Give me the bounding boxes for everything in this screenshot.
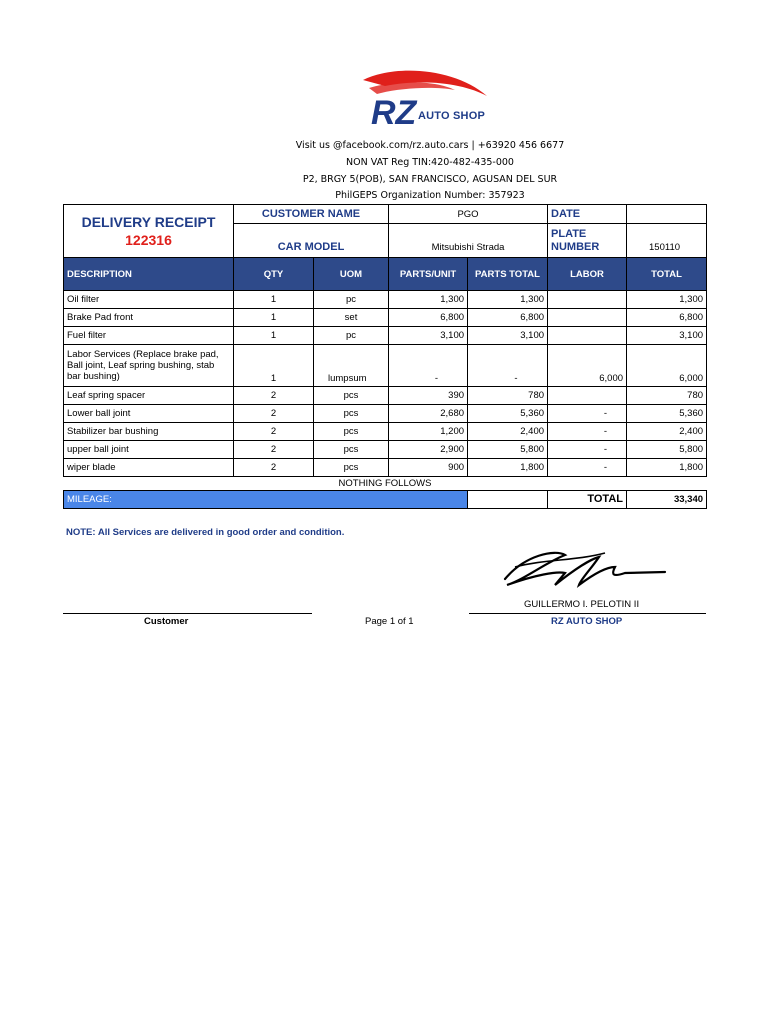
item-total: 6,000	[627, 345, 707, 387]
table-row	[64, 423, 707, 441]
table-row	[64, 291, 707, 309]
mileage-label: MILEAGE:	[64, 491, 468, 509]
tin-line: NON VAT Reg TIN:420-482-435-000	[346, 157, 514, 168]
item-parts-unit: 2,900	[389, 441, 468, 459]
item-parts-unit: 3,100	[389, 327, 468, 345]
item-description: Leaf spring spacer	[64, 387, 234, 405]
table-row	[64, 309, 707, 327]
item-parts-total: 1,800	[468, 459, 548, 477]
item-parts-unit: 900	[389, 459, 468, 477]
item-uom: set	[314, 309, 389, 327]
item-total: 6,800	[627, 309, 707, 327]
plate-label-line1: PLATE	[551, 227, 587, 240]
item-description: Stabilizer bar bushing	[64, 423, 234, 441]
item-uom: pcs	[314, 423, 389, 441]
plate-label-line2: NUMBER	[551, 240, 600, 253]
item-qty: 2	[234, 405, 314, 423]
item-description: Fuel filter	[64, 327, 234, 345]
item-parts-total: 1,300	[468, 291, 548, 309]
item-uom: pc	[314, 291, 389, 309]
item-total: 3,100	[627, 327, 707, 345]
signature-icon	[495, 545, 675, 593]
car-model-value: Mitsubishi Strada	[389, 224, 548, 258]
date-value	[627, 205, 707, 224]
item-qty: 2	[234, 387, 314, 405]
car-model-label: CAR MODEL	[234, 224, 389, 258]
customer-value: PGO	[389, 205, 548, 224]
col-description: DESCRIPTION	[64, 258, 234, 291]
item-parts-unit: -	[389, 345, 468, 387]
item-labor	[548, 387, 627, 405]
item-description: upper ball joint	[64, 441, 234, 459]
item-parts-unit: 390	[389, 387, 468, 405]
col-labor: LABOR	[548, 258, 627, 291]
item-labor: -	[548, 441, 627, 459]
item-qty: 2	[234, 423, 314, 441]
col-parts-unit: PARTS/UNIT	[389, 258, 468, 291]
item-qty: 1	[234, 291, 314, 309]
item-labor: -	[548, 423, 627, 441]
receipt-title: DELIVERY RECEIPT	[81, 214, 216, 230]
total-label: TOTAL	[548, 491, 627, 509]
signatory-name: GUILLERMO I. PELOTIN II	[524, 599, 640, 610]
item-qty: 1	[234, 309, 314, 327]
col-total: TOTAL	[627, 258, 707, 291]
item-labor	[548, 327, 627, 345]
plate-label	[548, 224, 627, 258]
nothing-follows-row	[64, 477, 707, 491]
item-parts-unit: 1,300	[389, 291, 468, 309]
brand-name: AUTO SHOP	[418, 110, 485, 122]
item-total: 1,800	[627, 459, 707, 477]
item-parts-total: 2,400	[468, 423, 548, 441]
table-header-row	[64, 258, 707, 291]
receipt-title-cell	[64, 205, 234, 258]
grand-total: 33,340	[627, 491, 707, 509]
item-parts-total: 3,100	[468, 327, 548, 345]
item-labor	[548, 309, 627, 327]
shop-label: RZ AUTO SHOP	[551, 616, 623, 627]
table-row	[64, 459, 707, 477]
item-labor: -	[548, 405, 627, 423]
philgeps-line: PhilGEPS Organization Number: 357923	[335, 190, 525, 201]
item-uom: pcs	[314, 459, 389, 477]
col-uom: UOM	[314, 258, 389, 291]
item-parts-unit: 6,800	[389, 309, 468, 327]
item-total: 1,300	[627, 291, 707, 309]
item-parts-total: -	[468, 345, 548, 387]
customer-label: Customer	[144, 616, 189, 627]
table-row	[64, 405, 707, 423]
customer-label: CUSTOMER NAME	[234, 205, 389, 224]
item-parts-total: 5,360	[468, 405, 548, 423]
item-total: 5,800	[627, 441, 707, 459]
customer-signature-line	[63, 613, 312, 614]
service-note: NOTE: All Services are delivered in good order and condition.	[66, 527, 345, 538]
total-row	[64, 491, 707, 509]
receipt-table	[63, 204, 707, 509]
item-uom: pcs	[314, 405, 389, 423]
item-uom: lumpsum	[314, 345, 389, 387]
item-uom: pcs	[314, 387, 389, 405]
table-row	[64, 345, 707, 387]
date-label: DATE	[548, 205, 627, 224]
contact-line: Visit us @facebook.com/rz.auto.cars | +63920 456 6677	[295, 140, 565, 151]
page-indicator: Page 1 of 1	[365, 616, 414, 627]
item-parts-total: 5,800	[468, 441, 548, 459]
table-row	[64, 387, 707, 405]
shop-signature-line	[469, 613, 706, 614]
table-row	[64, 441, 707, 459]
item-total: 2,400	[627, 423, 707, 441]
item-uom: pc	[314, 327, 389, 345]
item-qty: 1	[234, 345, 314, 387]
item-qty: 2	[234, 441, 314, 459]
item-description: Oil filter	[64, 291, 234, 309]
item-uom: pcs	[314, 441, 389, 459]
item-description: Brake Pad front	[64, 309, 234, 327]
svg-text:RZ: RZ	[371, 94, 417, 130]
item-labor: 6,000	[548, 345, 627, 387]
item-description: wiper blade	[64, 459, 234, 477]
col-parts-total: PARTS TOTAL	[468, 258, 548, 291]
item-parts-total: 780	[468, 387, 548, 405]
mileage-value	[468, 491, 548, 509]
item-total: 780	[627, 387, 707, 405]
item-qty: 2	[234, 459, 314, 477]
item-description: Labor Services (Replace brake pad, Ball joint, Leaf spring bushing, stab bar bushing)	[64, 345, 234, 387]
receipt-number: 122316	[125, 232, 172, 248]
item-parts-total: 6,800	[468, 309, 548, 327]
item-parts-unit: 2,680	[389, 405, 468, 423]
item-qty: 1	[234, 327, 314, 345]
item-total: 5,360	[627, 405, 707, 423]
item-description: Lower ball joint	[64, 405, 234, 423]
plate-value: 150110	[627, 224, 707, 258]
item-parts-unit: 1,200	[389, 423, 468, 441]
item-labor: -	[548, 459, 627, 477]
table-row	[64, 327, 707, 345]
nothing-follows: NOTHING FOLLOWS	[64, 477, 707, 491]
item-labor	[548, 291, 627, 309]
col-qty: QTY	[234, 258, 314, 291]
address-line: P2, BRGY 5(POB), SAN FRANCISCO, AGUSAN DEL SUR	[302, 174, 558, 185]
